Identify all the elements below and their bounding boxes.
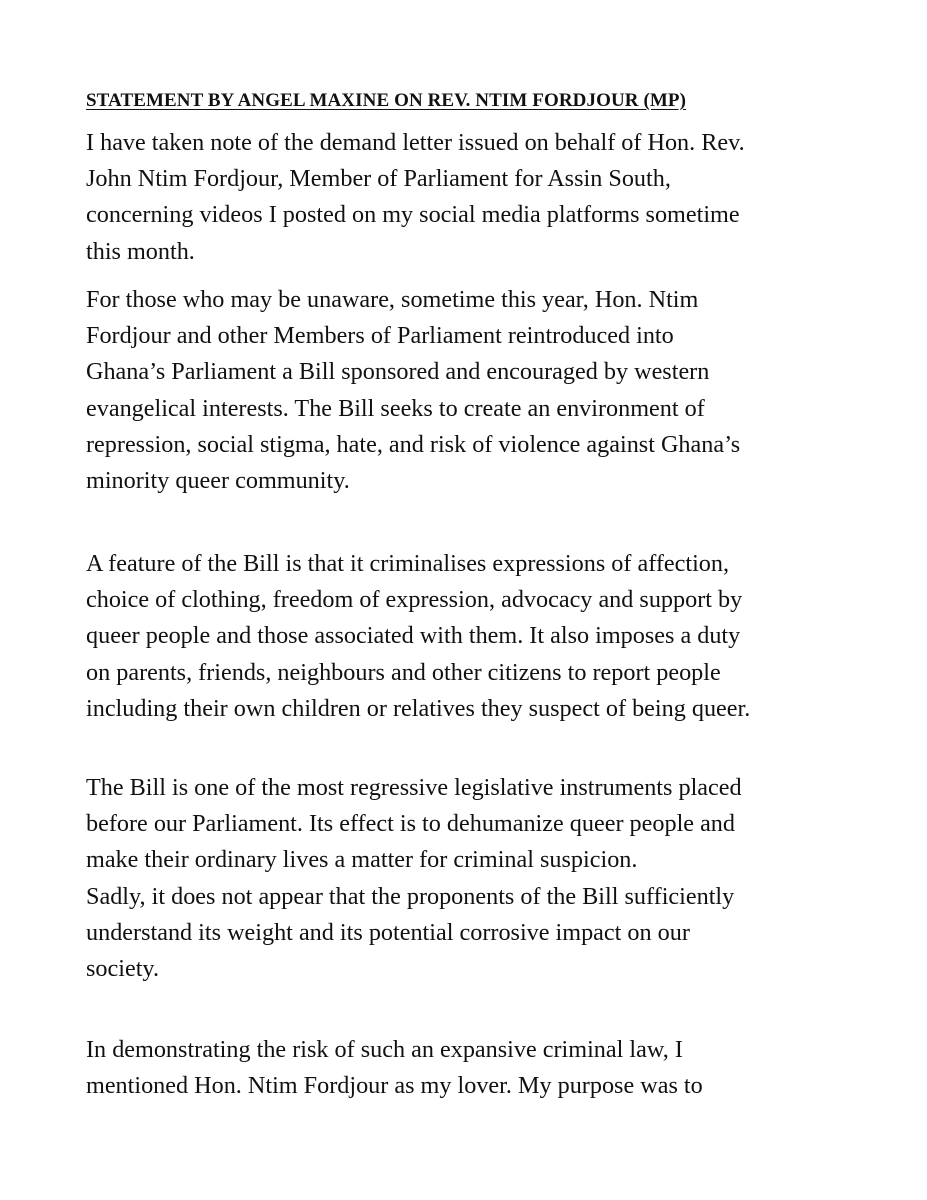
paragraph-line: choice of clothing, freedom of expression, advocacy and support by: [86, 586, 743, 614]
paragraph-line: repression, social stigma, hate, and risk of violence against Ghana’s: [86, 430, 741, 458]
paragraph-bill-regressive: [86, 770, 742, 987]
paragraph-line: before our Parliament. Its effect is to dehumanize queer people and: [86, 810, 735, 838]
paragraph-line: Sadly, it does not appear that the proponents of the Bill sufficiently: [86, 882, 735, 910]
paragraph-line: I have taken note of the demand letter issued on behalf of Hon. Rev.: [86, 129, 745, 156]
paragraph-line: For those who may be unaware, sometime this year, Hon. Ntim: [86, 286, 699, 313]
paragraph-line: Ghana’s Parliament a Bill sponsored and encouraged by western: [86, 358, 710, 386]
paragraph-demand-letter: [86, 125, 745, 270]
paragraph-line: make their ordinary lives a matter for criminal suspicion.: [86, 846, 638, 874]
paragraph-line: queer people and those associated with them. It also imposes a duty: [86, 622, 741, 650]
paragraph-line: this month.: [86, 237, 195, 265]
paragraph-bill-introduction: [86, 282, 740, 499]
paragraph-line: society.: [86, 955, 159, 983]
paragraph-line: mentioned Hon. Ntim Fordjour as my lover. My purpose was to: [86, 1072, 703, 1100]
paragraph-line: In demonstrating the risk of such an expansive criminal law, I: [86, 1036, 683, 1063]
paragraph-line: understand its weight and its potential corrosive impact on our: [86, 918, 690, 946]
paragraph-line: minority queer community.: [86, 467, 350, 495]
paragraph-line: on parents, friends, neighbours and other citizens to report people: [86, 658, 721, 686]
paragraph-bill-feature: [86, 546, 750, 727]
paragraph-line: A feature of the Bill is that it criminalises expressions of affection,: [86, 550, 730, 577]
paragraph-line: The Bill is one of the most regressive legislative instruments placed: [86, 774, 742, 801]
paragraph-line: including their own children or relatives they suspect of being queer.: [86, 694, 751, 722]
paragraph-demonstration: [86, 1032, 703, 1104]
statement-title: STATEMENT BY ANGEL MAXINE ON REV. NTIM FORDJOUR (MP): [86, 90, 687, 111]
paragraph-line: evangelical interests. The Bill seeks to create an environment of: [86, 394, 705, 422]
paragraph-line: John Ntim Fordjour, Member of Parliament for Assin South,: [86, 165, 671, 193]
paragraph-line: concerning videos I posted on my social media platforms sometime: [86, 201, 740, 229]
paragraph-line: Fordjour and other Members of Parliament reintroduced into: [86, 322, 674, 350]
